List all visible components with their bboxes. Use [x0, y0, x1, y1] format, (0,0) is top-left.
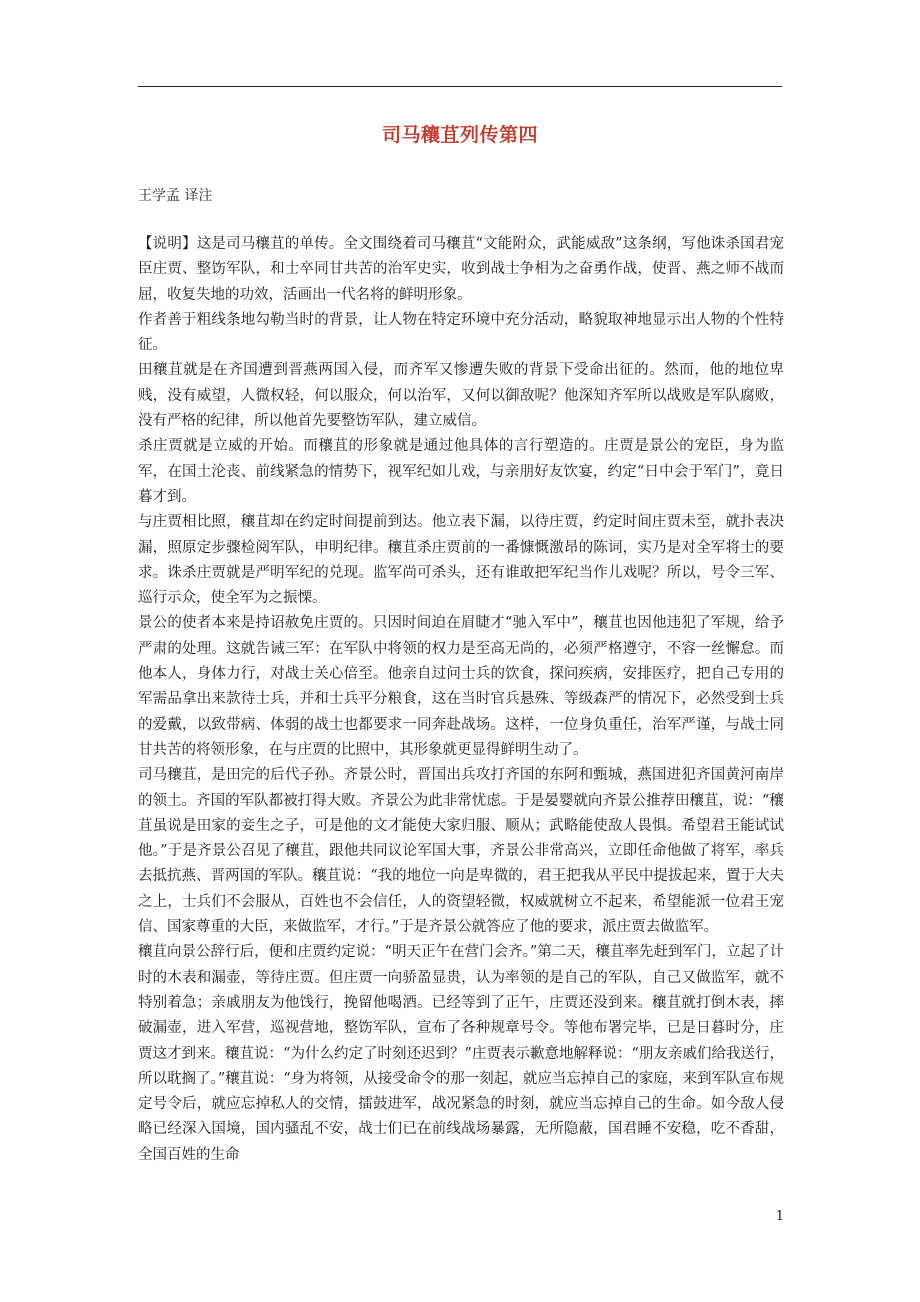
paragraph-intro: 【说明】这是司马穰苴的单传。全文围绕着司马穰苴“文能附众，武能威敌”这条纲，写他诛杀国君宠臣庄贾、整饬军队，和士卒同甘共苦的治军史实，收到战士争相为之奋勇作战，使晋、燕之师不战而屈，收复失地的功效，活画出一代名将的鲜明形象。 [138, 236, 784, 303]
document-body [138, 232, 784, 1168]
document-title: 司马穰苴列传第四 [381, 124, 538, 146]
paragraph: 与庄贾相比照，穰苴却在约定时间提前到达。他立表下漏，以待庄贾，约定时间庄贾未至，就扑表决漏，照原定步骤检阅军队，申明纪律。穰苴杀庄贾前的一番慷慨激昂的陈词，实乃是对全军将士的要求。诛杀庄贾就是严明军纪的兑现。监军尚可杀头，还有谁敢把军纪当作儿戏呢？所以，号令三军、巡行示众，使全军为之振慄。 [138, 514, 784, 607]
paragraph: 穰苴向景公辞行后，便和庄贾约定说：“明天正午在营门会齐。”第二天，穰苴率先赶到军门，立起了计时的木表和漏壶，等待庄贾。但庄贾一向骄盈显贵，认为率领的是自己的军队，自己又做监军，就不特别着急；亲戚朋友为他饯行，挽留他喝酒。已经等到了正午，庄贾还没到来。穰苴就打倒木表，摔破漏壶，进入军营，巡视营地，整饬军队，宣布了各种规章号令。等他布署完毕，已是日暮时分，庄贾这才到来。穰苴说：“为什么约定了时刻还迟到？”庄贾表示歉意地解释说：“朋友亲戚们给我送行，所以耽搁了。”穰苴说：“身为将领，从接受命令的那一刻起，就应当忘掉自己的家庭，来到军队宣布规定号令后，就应忘掉私人的交情，擂鼓进军，战况紧急的时刻，就应当忘掉自己的生命。如今敌人侵略已经深入国境，国内骚乱不安，战士们已在前线战场暴露，无所隐蔽，国君睡不安稳，吃不香甜，全国百姓的生命 [138, 944, 784, 1163]
paragraph: 景公的使者本来是持诏赦免庄贾的。只因时间迫在眉睫才“驰入军中”，穰苴也因他违犯了军规，给予严肃的处理。这就告诫三军：在军队中将领的权力是至高无尚的，必须严格遵守，不容一丝懈怠。而他本人，身体力行，对战士关心倍至。他亲自过问士兵的饮食，探问疾病，安排医疗，把自己专用的军需品拿出来款待士兵，并和士兵平分粮食，这在当时官兵悬殊、等级森严的情况下，必然受到士兵的爱戴，以致带病、体弱的战士也都要求一同奔赴战场。这样，一位身负重任，治军严谨，与战士同甘共苦的将领形象，在与庄贾的比照中，其形象就更显得鲜明生动了。 [138, 615, 784, 758]
paragraph: 司马穰苴，是田完的后代子孙。齐景公时，晋国出兵攻打齐国的东阿和甄城，燕国进犯齐国黄河南岸的领土。齐国的军队都被打得大败。齐景公为此非常忧虑。于是晏婴就向齐景公推荐田穰苴，说：“穰苴虽说是田家的妾生之子，可是他的文才能使大家归服、顺从；武略能使敌人畏惧。希望君王能试试他。”于是齐景公召见了穰苴，跟他共同议论军国大事，齐景公非常高兴，立即任命他做了将军，率兵去抵抗燕、晋两国的军队。穰苴说：“我的地位一向是卑微的，君王把我从平民中提拔起来，置于大夫之上，士兵们不会服从，百姓也不会信任，人的资望轻微，权威就树立不起来，希望能派一位君王宠信、国家尊重的大臣，来做监军，才行。”于是齐景公就答应了他的要求，派庄贾去做监军。 [138, 767, 784, 936]
header-rule [138, 86, 782, 87]
paragraph: 田穰苴就是在齐国遭到晋燕两国入侵，而齐军又惨遭失败的背景下受命出征的。然而，他的地位卑贱，没有威望，人微权轻，何以服众，何以治军，又何以御敌呢？他深知齐军所以战败是军队腐败，没有严格的纪律，所以他首先要整饬军队，建立威信。 [138, 362, 784, 430]
page-number: 1 [775, 1209, 784, 1224]
paragraph: 作者善于粗线条地勾勒当时的背景，让人物在特定环境中充分活动，略貌取神地显示出人物的个性特征。 [138, 311, 784, 354]
paragraph: 杀庄贾就是立威的开始。而穰苴的形象就是通过他具体的言行塑造的。庄贾是景公的宠臣，身为监军，在国土沦丧、前线紧急的情势下，视军纪如儿戏，与亲朋好友饮宴，约定“日中会于军门”，竟日暮才到。 [138, 438, 784, 505]
author-line: 王学孟 译注 [138, 188, 213, 204]
